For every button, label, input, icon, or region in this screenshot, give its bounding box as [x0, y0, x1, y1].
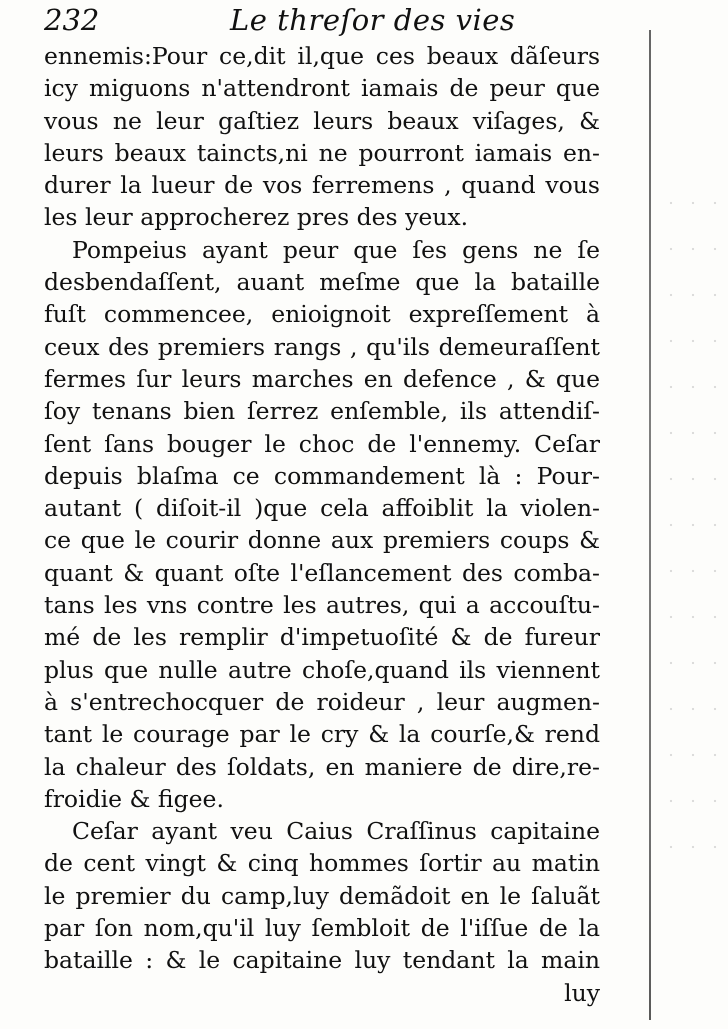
text-line: tant le courage par le cry & la courſe,& rend: [44, 720, 600, 749]
running-title: Le threſor des vies: [230, 3, 516, 37]
show-through-specks: [660, 180, 720, 880]
text-line: la chaleur des ſoldats, en maniere de dire,re-: [44, 752, 600, 781]
text-line: desbendaſſent, auant meſme que la bataille: [44, 268, 600, 297]
page-number: 232: [44, 3, 100, 37]
text-line: Pompeius ayant peur que ſes gens ne ſe: [72, 235, 600, 264]
text-line: ſent ſans bouger le choc de l'ennemy. Ceſar: [44, 429, 600, 458]
text-line: leurs beaux taincts,ni ne pourront iamais en-: [44, 138, 600, 167]
page-header: [44, 2, 604, 38]
text-line: ceux des premiers rangs , qu'ils demeuraſſent: [44, 332, 600, 361]
text-line: fuſt commencee, enioignoit expreſſement à: [44, 300, 600, 329]
text-line: quant & quant oſte l'eſlancement des comba-: [44, 558, 600, 587]
text-line: froidie & figee.: [44, 784, 224, 813]
text-line: vous ne leur gaſtiez leurs beaux viſages, &: [44, 106, 600, 135]
text-line: autant ( diſoit-il )que cela affoiblit la violen-: [44, 494, 600, 523]
text-line: par ſon nom,qu'il luy ſembloit de l'iſſue de la: [44, 914, 600, 943]
text-line: à s'entrechocquer de roideur , leur augmen-: [44, 687, 600, 716]
text-line: tans les vns contre les autres, qui a accouſtu-: [44, 591, 600, 620]
page-gutter-edge: [649, 30, 651, 1020]
text-line: de cent vingt & cinq hommes ſortir au matin: [44, 849, 600, 878]
text-line: plus que nulle autre choſe,quand ils viennent: [44, 655, 600, 684]
text-line: durer la lueur de vos ferremens , quand vous: [44, 171, 600, 200]
text-line: bataille : & le capitaine luy tendant la main: [44, 946, 600, 975]
text-line: ſoy tenans bien ſerrez enſemble, ils attendiſ-: [44, 397, 600, 426]
text-line: les leur approcherez pres des yeux.: [44, 203, 469, 232]
text-line: mé de les remplir d'impetuoſité & de fureur: [44, 623, 600, 652]
text-line: Ceſar ayant veu Caius Craſſinus capitaine: [72, 817, 600, 846]
body-text: [44, 40, 600, 1009]
text-line: depuis blaſma ce commandement là : Pour-: [44, 461, 600, 490]
catchword: luy: [564, 978, 600, 1007]
text-line: le premier du camp,luy demãdoit en le ſaluãt: [44, 881, 600, 910]
text-line: ce que le courir donne aux premiers coups &: [44, 526, 600, 555]
text-line: ennemis:Pour ce,dit il,que ces beaux dãſeurs: [44, 42, 600, 70]
text-line: icy miguons n'attendront iamais de peur que: [44, 74, 600, 103]
text-line: fermes ſur leurs marches en defence , & que: [44, 364, 600, 393]
